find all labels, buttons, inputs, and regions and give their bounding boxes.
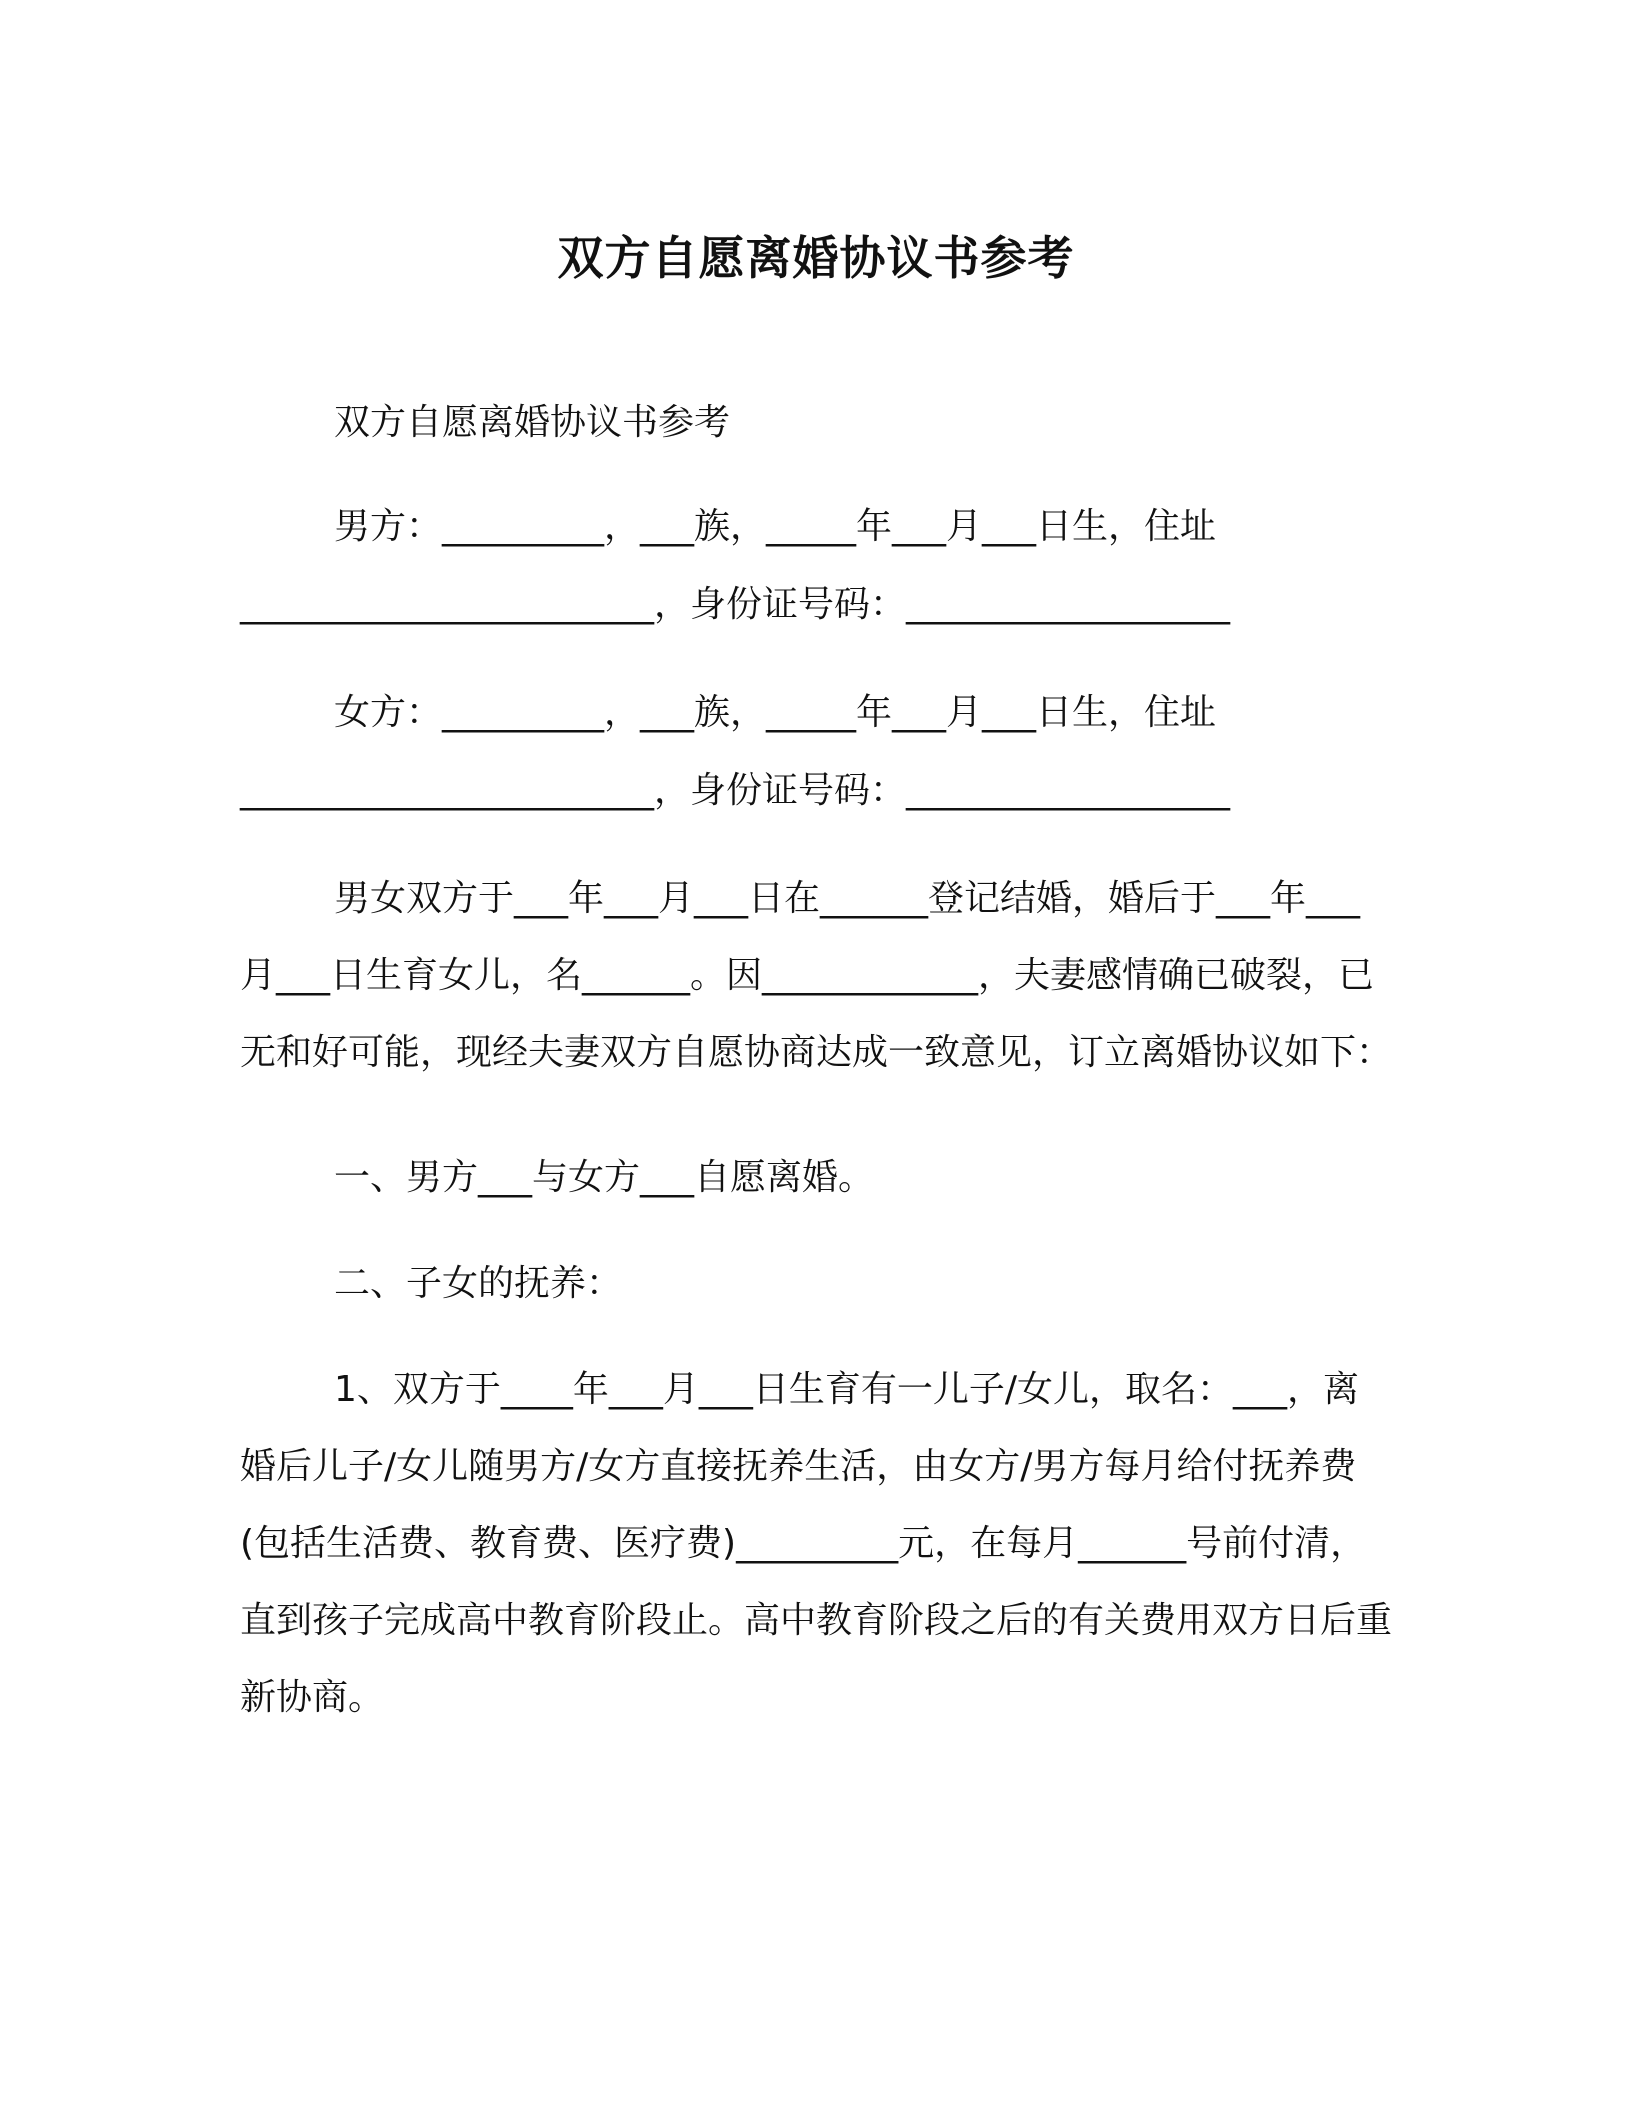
male-info-line1: 男方：_________，___族，_____年___月___日生，住址	[334, 506, 1217, 547]
document-body	[240, 384, 1392, 1736]
document-subtitle: 双方自愿离婚协议书参考	[334, 402, 731, 443]
male-info-line2: _______________________，身份证号码：__________________	[240, 584, 1231, 625]
female-info-line2: _______________________，身份证号码：__________________	[240, 770, 1231, 811]
clause-1: 一、男方___与女方___自愿离婚。	[334, 1157, 875, 1198]
marriage-intro-paragraph: 男女双方于___年___月___日在______登记结婚，婚后于___年___月___日生育女儿，名______。因____________，夫妻感情确已破裂，已无和好可能，现经夫妻双方自愿协商达成一致意见，订立离婚协议如下：	[240, 878, 1393, 1073]
clause-2-item-1: 1、双方于____年___月___日生育有一儿子/女儿，取名：___，离婚后儿子/女儿随男方/女方直接抚养生活，由女方/男方每月给付抚养费(包括生活费、教育费、医疗费)_________元，在每月______号前付清，直到孩子完成高中教育阶段止。高中教育阶段之后的有关费用双方日后重新协商。	[240, 1369, 1393, 1718]
clause-2-heading: 二、子女的抚养：	[334, 1263, 623, 1304]
female-info-line1: 女方：_________，___族，_____年___月___日生，住址	[334, 692, 1217, 733]
document-title: 双方自愿离婚协议书参考	[557, 231, 1075, 285]
